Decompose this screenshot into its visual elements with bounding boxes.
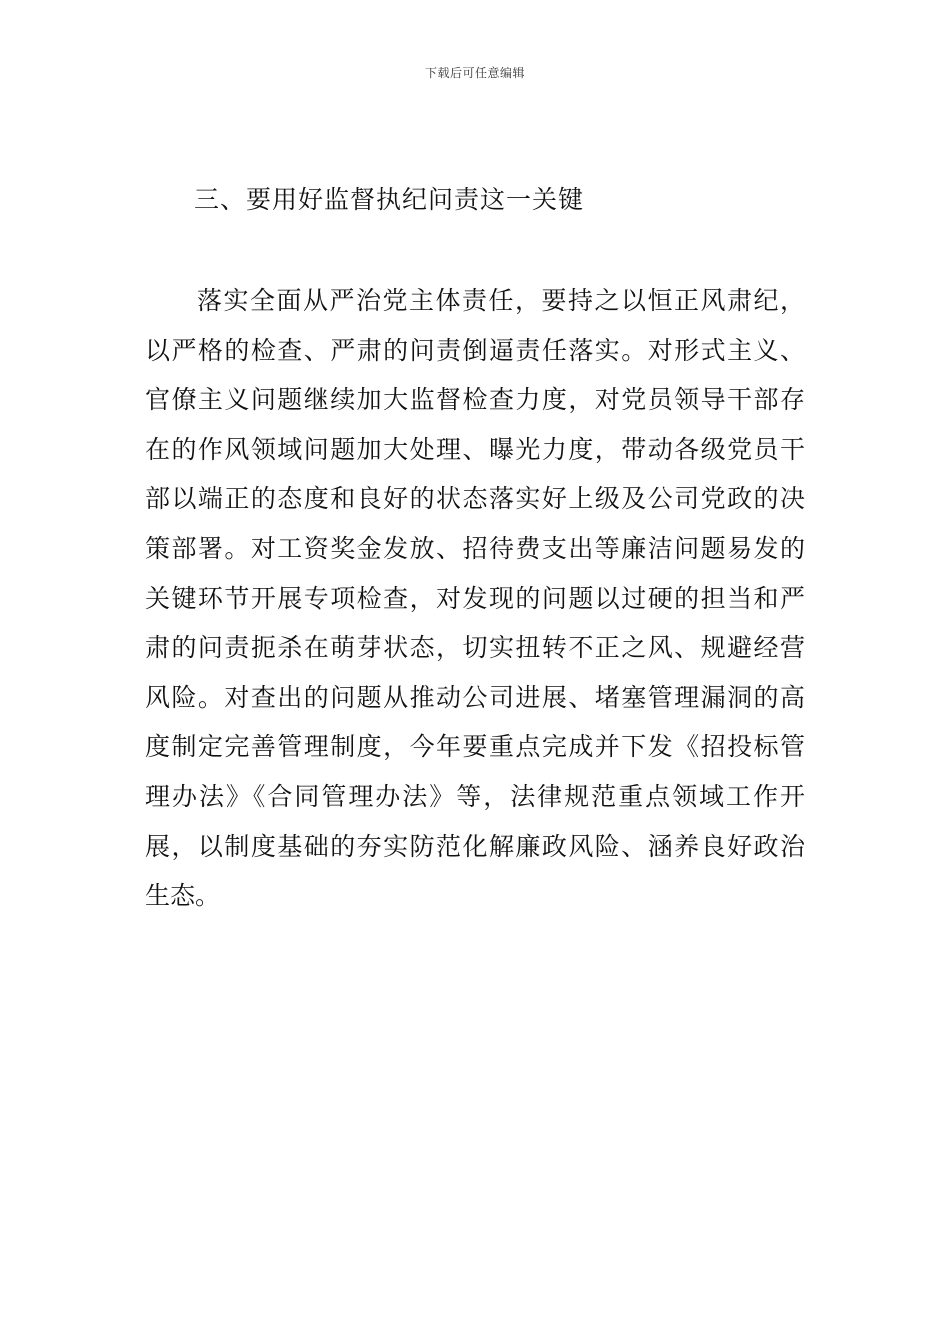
paragraph-line: 官僚主义问题继续加大监督检查力度，对党员领导干部存	[145, 385, 805, 415]
paragraph-line: 在的作风领域问题加大处理、曝光力度，带动各级党员干	[145, 434, 805, 464]
paragraph-line: 策部署。对工资奖金发放、招待费支出等廉洁问题易发的	[145, 533, 805, 563]
paragraph-line: 生态。	[145, 881, 221, 911]
page-header-note: 下载后可任意编辑	[424, 66, 525, 80]
paragraph-line: 风险。对查出的问题从推动公司进展、堵塞管理漏洞的高	[145, 682, 805, 712]
paragraph-line: 理办法》《合同管理办法》等，法律规范重点领域工作开	[145, 781, 805, 811]
body-paragraph	[145, 276, 805, 921]
section-heading: 三、要用好监督执纪问责这一关键	[194, 185, 585, 214]
paragraph-line: 以严格的检查、严肃的问责倒逼责任落实。对形式主义、	[145, 335, 805, 365]
paragraph-line: 展，以制度基础的夯实防范化解廉政风险、涵养良好政治	[145, 831, 805, 861]
paragraph-line: 落实全面从严治党主体责任，要持之以恒正风肃纪，	[197, 286, 805, 315]
paragraph-line: 部以端正的态度和良好的状态落实好上级及公司党政的决	[145, 484, 805, 514]
paragraph-line: 关键环节开展专项检查，对发现的问题以过硬的担当和严	[145, 583, 805, 613]
paragraph-line: 度制定完善管理制度，今年要重点完成并下发《招投标管	[145, 732, 805, 762]
paragraph-line: 肃的问责扼杀在萌芽状态，切实扭转不正之风、规避经营	[145, 633, 805, 663]
